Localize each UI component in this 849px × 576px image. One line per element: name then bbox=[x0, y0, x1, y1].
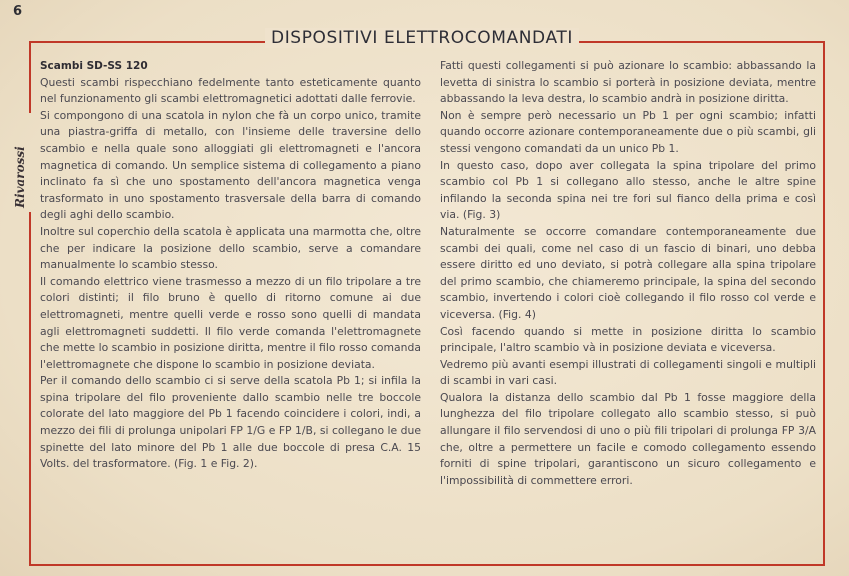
rivarossi-logo bbox=[12, 130, 28, 210]
paragraph: In questo caso, dopo aver collegata la spina tripolare del primo scambio col Pb 1 si collegano allo stesso, anche le altre spine infilando la seconda spina nei tre fori sul fianco della prima e così via. (Fig. 3) bbox=[440, 158, 816, 222]
paragraph: Per il comando dello scambio ci si serve della scatola Pb 1; si infila la spina tripolare del filo proveniente dallo scambio nelle tre boccole colorate del lato maggiore del Pb 1 facendo coincidere i colori, indi, a mezzo dei fili di prolunga unipolari FP 1/G e FP 1/B, si collegano le due spinette del lato minore del Pb 1 alle due boccole di presa C.A. 15 Volts. del trasformatore. (Fig. 1 e Fig. 2). bbox=[40, 374, 421, 471]
section-heading: Scambi SD-SS 120 bbox=[40, 60, 148, 72]
paragraph: Non è sempre però necessario un Pb 1 per ogni scambio; infatti quando occorre azionare contemporaneamente due o più scambi, gli stessi vengono comandati da un unico Pb 1. bbox=[440, 108, 816, 155]
paragraph: Si compongono di una scatola in nylon che fà un corpo unico, tramite una piastra-griffa di metallo, con l'insieme delle traversine dello scambio e nella quale sono alloggiati gli elettromagneti e l'ancora magnetica di comando. Un semplice sistema di collegamento a piano inclinato fa sì che uno spostamento dell'ancora magnetica venga trasformato in uno spostamento trasversale della barra di comando degli aghi dello scambio. bbox=[40, 108, 421, 222]
svg-text:Rivarossi: Rivarossi bbox=[13, 146, 27, 208]
paragraph: Questi scambi rispecchiano fedelmente tanto esteticamente quanto nel funzionamento gli scambi elettromagnetici adottati dalle ferrovie. bbox=[40, 75, 421, 106]
page-title: DISPOSITIVI ELETTROCOMANDATI bbox=[265, 28, 579, 48]
page-number: 6 bbox=[13, 4, 23, 19]
paragraph: Così facendo quando si mette in posizione diritta lo scambio principale, l'altro scambio và in posizione deviata e viceversa. bbox=[440, 324, 816, 355]
paragraph: Il comando elettrico viene trasmesso a mezzo di un filo tripolare a tre colori distinti; il filo bruno è quello di ritorno comune ai due elettromagneti, mentre quelli verde e rosso sono quelli di mandata agli elettromagneti suddetti. Il filo verde comanda l'elettromagnete che mette lo scambio in posizione diritta, mentre il filo rosso comanda l'elettromagnete che dispone lo scambio in posizione deviata. bbox=[40, 274, 421, 371]
right-column bbox=[440, 58, 816, 489]
paragraph: Qualora la distanza dello scambio dal Pb 1 fosse maggiore della lunghezza del filo tripolare collegato allo scambio stesso, si può allungare il filo servendosi di uno o più fili tripolari di prolunga FP 3/A che, oltre a permettere un facile e comodo collegamento essendo forniti di spine tripolari, garantiscono un sicuro collegamento e l'impossibilità di commettere errori. bbox=[440, 390, 816, 487]
paragraph: Vedremo più avanti esempi illustrati di collegamenti singoli e multipli di scambi in vari casi. bbox=[440, 357, 816, 388]
paragraph: Inoltre sul coperchio della scatola è applicata una marmotta che, oltre che per indicare la posizione dello scambio, serve a comandare manualmente lo scambio stesso. bbox=[40, 224, 421, 272]
left-column bbox=[40, 58, 421, 473]
paragraph: Naturalmente se occorre comandare contemporaneamente due scambi dei quali, come nel caso di un fascio di binari, uno debba essere diritto ed uno deviato, si potrà collegare alla spina tripolare del primo scambio, che chiameremo principale, la spina del secondo scambio, invertendo i colori cioè collegando il filo rosso col verde e viceversa. (Fig. 4) bbox=[440, 224, 816, 321]
red-frame-left-bottom bbox=[29, 212, 31, 564]
red-frame-left-top bbox=[29, 41, 31, 113]
paragraph: Fatti questi collegamenti si può azionare lo scambio: abbassando la levetta di sinistra lo scambio si porterà in posizione deviata, mentre abbassando la leva destra, lo scambio andrà in posizione diritta. bbox=[440, 59, 816, 106]
